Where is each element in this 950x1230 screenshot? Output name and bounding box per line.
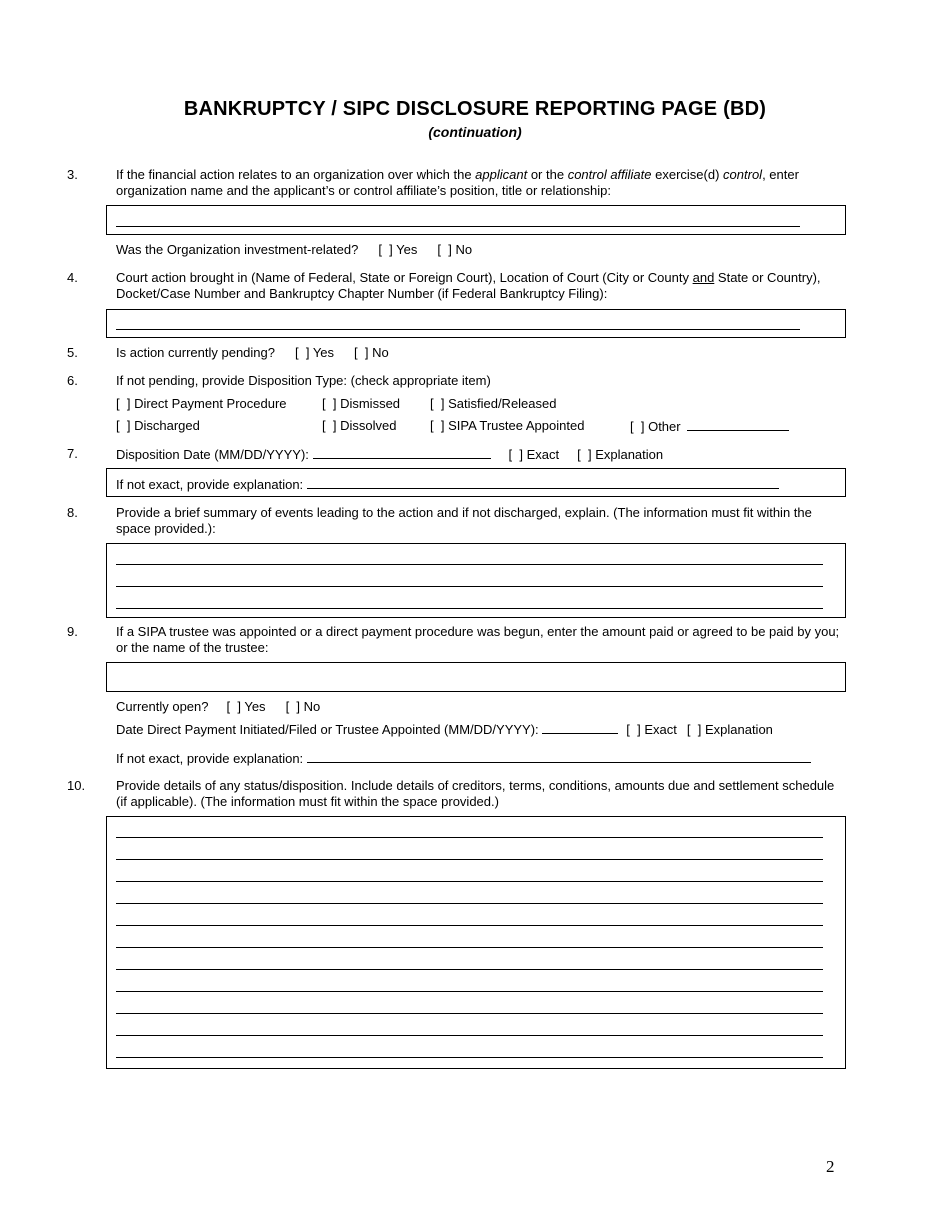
q7-explanation-box [106,468,846,497]
q4-text: Court action brought in (Name of Federal, State or Foreign Court), Location of Court (City or County and State or Country), Docket/Case Number and Bankruptcy Chapter Number (if Federal Bankruptcy Filing): [116,270,821,301]
q6-number: 6. [67,373,78,388]
q10-answer-line [116,881,823,882]
q10-text: Provide details of any status/disposition. Include details of creditors, terms, conditions, amounts due and settlement schedule (if applicable). (The information must fit within the space provided.) [116,778,835,809]
q8-number: 8. [67,505,78,520]
q3-number: 3. [67,167,78,182]
q9-open-row [116,699,320,714]
q9-explain-row [116,750,811,766]
q9-date-blank[interactable] [542,721,618,734]
q10-answer-line [116,903,823,904]
q9-no-label: No [303,699,321,714]
q9-exact-label: Exact [644,722,677,737]
q7-exact-label: Exact [526,447,560,462]
q4-answer-line [116,329,800,330]
q9-no-checkbox[interactable]: [ ] [285,699,301,714]
q5-yes-checkbox[interactable]: [ ] [294,345,310,360]
q6-option-discharged[interactable]: [ ] Discharged [116,418,200,433]
q5-no-label: No [372,345,389,360]
q5-row [116,345,389,360]
q3-yes-label: Yes [396,242,418,257]
q8-answer-line [116,586,823,587]
q5-yes-label: Yes [312,345,335,360]
q6-option-dissolved[interactable]: [ ] Dissolved [322,418,397,433]
q7-explanation-label: Explanation [595,447,664,462]
q6-other-blank[interactable] [687,418,789,431]
q6-option-direct-payment[interactable]: [ ] Direct Payment Procedure [116,396,287,411]
q9-date-row [116,721,773,737]
q8-answer-line [116,608,823,609]
q9-yes-checkbox[interactable]: [ ] [226,699,241,714]
q7-explain-label: If not exact, provide explanation: [116,477,304,492]
q5-number: 5. [67,345,78,360]
q10-answer-line [116,859,823,860]
q5-text: Is action currently pending? [116,345,275,360]
q8-answer-line [116,564,823,565]
page-number: 2 [826,1157,835,1176]
q9-text: If a SIPA trustee was appointed or a direct payment procedure was begun, enter the amount paid or agreed to be paid by you; or the name of the trustee: [116,624,840,655]
q7-row [116,446,663,462]
q10-answer-line [116,925,823,926]
q10-answer-line [116,991,823,992]
q9-number: 9. [67,624,78,639]
q9-yes-label: Yes [244,699,266,714]
q6-option-satisfied-released[interactable]: [ ] Satisfied/Released [430,396,557,411]
page-subtitle: (continuation) [428,124,522,140]
q3-text: If the financial action relates to an organization over which the applicant or the control affiliate exercise(d) control, enter organization name and the applicant’s or control affiliate’s position, title or relationship: [116,167,799,198]
q3-answer-line [116,226,800,227]
q10-details-field[interactable] [106,816,846,1069]
q3-no-label: No [455,242,473,257]
q10-answer-line [116,947,823,948]
q9-explain-blank[interactable] [307,750,811,763]
q3-no-checkbox[interactable]: [ ] [437,242,452,257]
q9-exact-checkbox[interactable]: [ ] [626,722,641,737]
q6-option-dismissed[interactable]: [ ] Dismissed [322,396,401,411]
q10-answer-line [116,837,823,838]
q5-no-checkbox[interactable]: [ ] [354,345,369,360]
q9-date-label: Date Direct Payment Initiated/Filed or Trustee Appointed (MM/DD/YYYY): [116,722,539,737]
q6-text: If not pending, provide Disposition Type: (check appropriate item) [116,373,491,388]
q10-answer-line [116,1057,823,1058]
q10-answer-line [116,969,823,970]
q3-investment-question: Was the Organization investment-related? [116,242,359,257]
page-title: BANKRUPTCY / SIPC DISCLOSURE REPORTING PAGE (BD) [183,98,767,120]
q9-open-question: Currently open? [116,699,209,714]
q7-explain-row [116,476,779,492]
q7-date-blank[interactable] [313,446,491,459]
q3-investment-row [116,242,472,257]
q3-yes-checkbox[interactable]: [ ] [378,242,393,257]
q9-explain-label: If not exact, provide explanation: [116,751,304,766]
q8-text: Provide a brief summary of events leading to the action and if not discharged, explain. (The information must fit within the space provided.): [116,505,812,536]
q7-text: Disposition Date (MM/DD/YYYY): [116,447,309,462]
q10-answer-line [116,1013,823,1014]
q9-explanation-label: Explanation [704,722,773,737]
q8-summary-field[interactable] [106,543,846,618]
q6-option-sipa-trustee[interactable]: [ ] SIPA Trustee Appointed [430,418,585,433]
q7-number: 7. [67,446,78,461]
q4-court-field[interactable] [106,309,846,338]
q6-option-other[interactable]: [ ] Other [630,418,789,434]
q3-organization-field[interactable] [106,205,846,235]
q10-number: 10. [67,778,86,793]
q4-number: 4. [67,270,78,285]
q10-answer-line [116,1035,823,1036]
q7-exact-checkbox[interactable]: [ ] [508,447,523,462]
q7-explanation-checkbox[interactable]: [ ] [577,447,592,462]
q7-explain-blank[interactable] [307,476,779,489]
q9-amount-field[interactable] [106,662,846,692]
q9-explanation-checkbox[interactable]: [ ] [686,722,702,737]
